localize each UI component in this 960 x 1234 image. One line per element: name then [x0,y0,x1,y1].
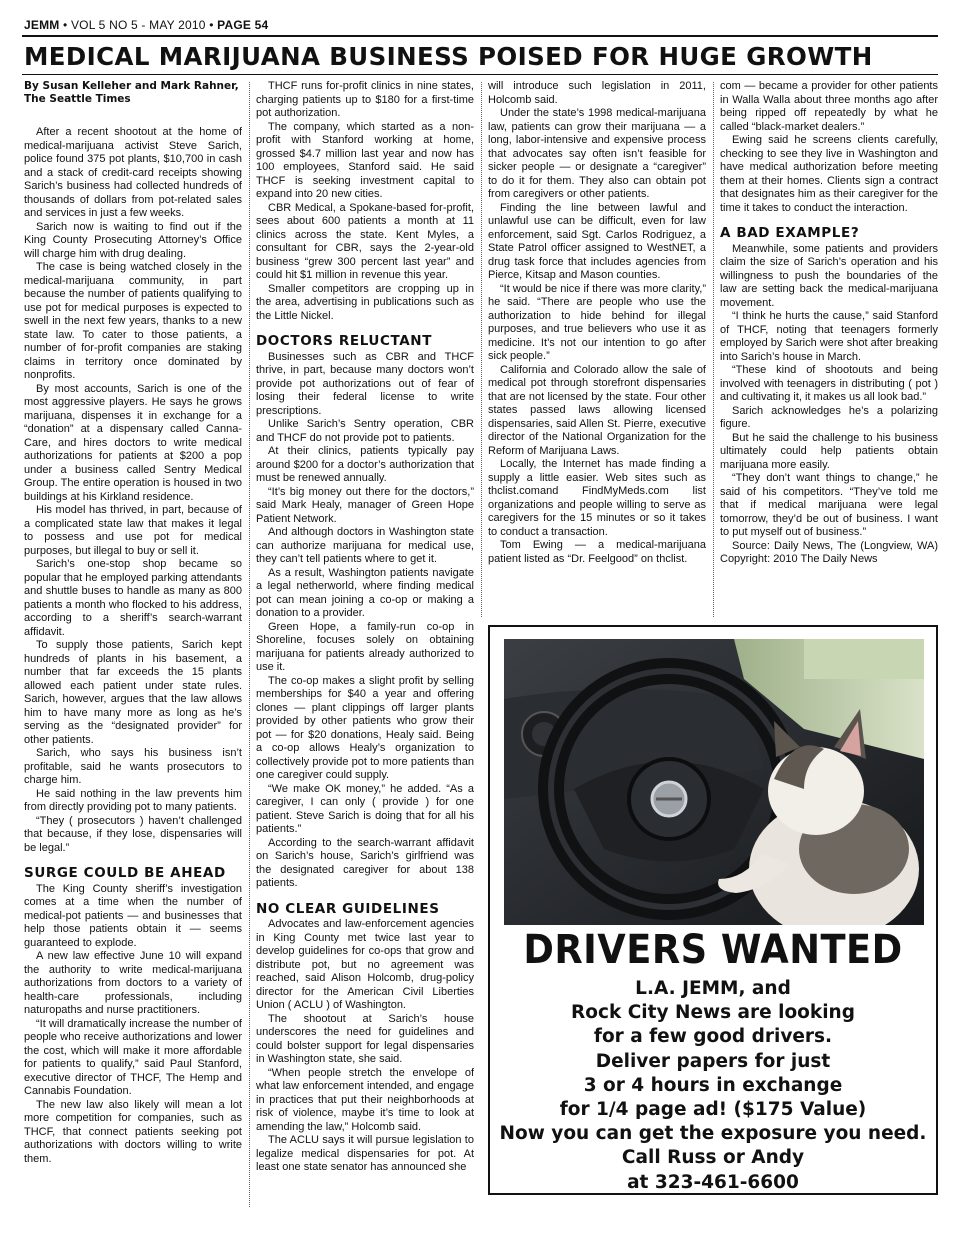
byline: By Susan Kelleher and Mark Rahner, The Seattle Times [24,80,239,105]
subhead-surge: SURGE COULD BE AHEAD [24,865,226,881]
paragraph: Locally, the Internet has made finding a supply a little easier. Web sites such as thclist.comand FindMyMeds.com list organizations and people willing to serve as caregivers for the 15 minutes or so it takes to conduct a transaction. [488,458,706,538]
ad-line: L.A. JEMM, and [635,978,791,999]
drivers-wanted-ad [488,625,938,1195]
article-column-2 [256,80,474,1210]
paragraph: A new law effective June 10 will expand the authority to write medical-marijuana authorizations from doctors to a variety of health-care professionals, including naturopaths and nurse practitioners. [24,950,242,1016]
paragraph: “They don’t want things to change,” he said of his competitors. “They’ve told me that if medical marijuana were legal tomorrow, they’d be out of business. I want to put myself out of business.” [720,472,938,538]
paragraph: As a result, Washington patients navigate a legal netherworld, where finding medical pot can mean joining a co-op or making a donation to a provider. [256,566,474,619]
ad-line: for 1/4 page ad! ($175 Value) [559,1099,867,1121]
headline-rule [22,74,938,75]
paragraph: At their clinics, patients typically pay around $200 for a doctor’s authorization that must be renewed annually. [256,445,474,484]
paragraph: Sarich’s one-stop shop became so popular that he employed parking attendants and shuttle buses to handle as many as 800 patients a month who flocked to his address, according to a sheriff’s search-warrant affidavit. [24,558,242,638]
ad-line: Deliver papers for just [595,1050,831,1072]
paragraph: He said nothing in the law prevents him from directly providing pot to many patients. [24,787,242,813]
paragraph: “It will dramatically increase the number of people who receive authorizations and lower the cost, which will make it more affordable for patients to qualify,” said Paul Stanford, executive director of THCF, The Hemp and Cannabis Foundation. [24,1017,242,1097]
paragraph: Under the state’s 1998 medical-marijuana law, patients can grow their marijuana — a long, labor-intensive and expensive process that advocates say often isn’t feasible for sicker people — or designate a “caregiver” to do it for them. They also can obtain pot from caregivers or other patients. [488,107,706,200]
subhead-guidelines: NO CLEAR GUIDELINES [256,900,440,917]
subhead-bad-example: A BAD EXAMPLE? [720,225,860,241]
paragraph: Sarich now is waiting to find out if the King County Prosecuting Attorney’s Office will charge him with drug dealing. [24,220,242,260]
folio-issue: VOL 5 NO 5 - MAY 2010 [70,18,206,32]
ad-phone[interactable]: at 323-461-6600 [627,1171,799,1193]
paragraph: According to the search-warrant affidavit on Sarich’s house, Sarich’s girlfriend was the designated caregiver for about 138 patients. [256,836,474,889]
paragraph: “These kind of shootouts and being involved with teenagers in distributing ( pot ) and cultivating it, it makes us all look bad.” [720,364,938,403]
folio-publication: JEMM [24,18,60,32]
paragraph: And although doctors in Washington state can authorize marijuana for medical use, they can’t tell patients where to get it. [256,526,474,565]
paragraph: “When people stretch the envelope of what law enforcement intended, and engage in practices that put their neighborhoods at risk of violence, maybe it’s time to look at amending the law,” Holcomb said. [256,1066,474,1133]
paragraph: will introduce such legislation in 2011, Holcomb said. [488,80,706,106]
paragraph: Tom Ewing — a medical-marijuana patient listed as “Dr. Feelgood” on thclist. [488,539,706,565]
paragraph: CBR Medical, a Spokane-based for-profit, sees about 600 patients a month at 11 clinics across the state. Kent Myles, a consultant for CBR, says the 2-year-old business “grew 300 percent last year” and could hit $1 million in revenue this year. [256,201,474,281]
paragraph: “They ( prosecutors ) haven’t challenged that because, if they lose, dispensaries will be legal.” [24,814,242,854]
top-rule [22,35,938,37]
column-separator [713,82,714,617]
article-column-1 [24,80,242,1210]
ad-line: Call Russ or Andy [621,1147,805,1169]
paragraph: Sarich acknowledges he’s a polarizing figure. [720,404,938,430]
paragraph: California and Colorado allow the sale of medical pot through storefront dispensaries that are not licensed by the state. Four other states passed laws allowing licensed dispensaries, said Allen St. Pierre, executive director of the National Organization for the Reform of Marijuana Laws. [488,363,706,457]
article-headline: MEDICAL MARIJUANA BUSINESS POISED FOR HUGE GROWTH [24,42,873,71]
column-separator [481,82,482,617]
paragraph: “It would be nice if there was more clarity,” he said. “There are people who use the authorization to hide behind for illegal purposes, and true believers who use it as medicine. It’s not our intention to go after sick people.” [488,282,706,362]
paragraph: “We make OK money,” he added. “As a caregiver, I can only ( provide ) for one patient. Steve Sarich is doing that for all his patients.” [256,782,474,835]
subhead-doctors: DOCTORS RELUCTANT [256,333,433,349]
paragraph: The company, which started as a non-profit with Stanford working at home, grossed $4.7 million last year and now has 100 employees, Stanford said. He said THCF is seeking investment capital to expand into 20 new cities. [256,120,474,200]
paragraph: Businesses such as CBR and THCF thrive, in part, because many doctors won’t provide pot authorizations out of fear of losing their federal license to write prescriptions. [256,350,474,417]
ad-line: 3 or 4 hours in exchange [583,1074,843,1096]
ad-line: Now you can get the exposure you need. [499,1123,927,1145]
source-credit: Source: Daily News, The (Longview, WA) Copyright: 2010 The Daily News [720,539,938,565]
paragraph: THCF runs for-profit clinics in nine states, charging patients up to $180 for a first-time pot authorization. [256,80,474,119]
paragraph: Unlike Sarich’s Sentry operation, CBR and THCF do not provide pot to patients. [256,418,474,444]
column-separator [249,82,250,1207]
cat-steering-wheel-illustration [504,639,924,925]
paragraph: The King County sheriff’s investigation comes at a time when the number of medical-pot patients — and businesses that help those patients obtain it — seems guaranteed to explode. [24,882,242,949]
paragraph: The ACLU says it will pursue legislation to legalize medical dispensaries for pot. At least one state senator has announced she [256,1134,474,1173]
page-folio: JEMM • VOL 5 NO 5 - MAY 2010 • PAGE 54 [24,18,269,32]
article-column-4 [720,80,938,620]
paragraph: Advocates and law-enforcement agencies in King County met twice last year to develop guidelines for co-ops that grow and distribute pot, but no agreement was reached, said Alison Holcomb, drug-policy director for the American Civil Liberties Union ( ACLU ) of Washington. [256,918,474,1011]
article-column-3 [488,80,706,620]
paragraph: com — became a provider for other patients in Walla Walla about three months ago after being ripped off repeatedly by what he called “black-market dealers.” [720,80,938,133]
paragraph: But he said the challenge to his business ultimately could help patients obtain marijuana more easily. [720,431,938,471]
ad-line: Rock City News are looking [571,1002,855,1024]
paragraph: His model has thrived, in part, because of a complicated state law that makes it legal to possess and use pot for medical purposes, but illegal to buy or sell it. [24,504,242,557]
paragraph: After a recent shootout at the home of medical-marijuana activist Steve Sarich, police found 375 pot plants, $10,700 in cash and a stack of credit-card receipts showing Sarich’s business had collected hundreds of thousands of dollars from pot-related sales and services in just a few weeks. [24,126,242,219]
ad-copy [490,977,936,1195]
paragraph: The co-op makes a slight profit by selling memberships for $40 a year and offering clones — plant clippings off larger plants provided by other patients who grow their pot — for $20 donations, Healy said. Being a co-op allows Healy’s organization to collectively provide pot to more patients than one caregiver could supply. [256,674,474,781]
paragraph: Meanwhile, some patients and providers claim the size of Sarich’s operation and his willingness to push the boundaries of the law are setting back the medical-marijuana movement. [720,242,938,309]
paragraph: Smaller competitors are cropping up in the area, advertising in publications such as the Little Nickel. [256,282,474,322]
paragraph: Finding the line between lawful and unlawful use can be difficult, even for law enforcement, said Sgt. Carlos Rodriguez, a State Patrol officer assigned to WestNET, a drug task force that includes agencies from Pierce, Kitsap and Mason counties. [488,201,706,281]
paragraph: Green Hope, a family-run co-op in Shoreline, focuses solely on obtaining marijuana for patients already authorized to use it. [256,620,474,673]
folio-page: PAGE 54 [217,18,269,32]
paragraph: The shootout at Sarich’s house underscores the need for guidelines and could bolster support for legal dispensaries in Washington state, she said. [256,1012,474,1065]
paragraph: The new law also likely will mean a lot more competition for companies, such as THCF, that connect patients seeking pot authorizations with doctors willing to write them. [24,1098,242,1165]
ad-title: DRIVERS WANTED [523,927,903,973]
paragraph: Ewing said he screens clients carefully, checking to see they live in Washington and have medical authorization before meeting them at their homes. Clients sign a contract that designates him as their caregiver for the time it takes to conduct the interaction. [720,134,938,214]
paragraph: To supply those patients, Sarich kept hundreds of plants in his basement, a number that far exceeds the 15 plants allowed each patient under state rules. Sarich, however, argues that the law allows him to have many more as long as he’s serving as the “designated provider” for other patients. [24,639,242,746]
ad-line: for a few good drivers. [593,1026,833,1048]
paragraph: “It’s big money out there for the doctors,” said Mark Healy, manager of Green Hope Patient Network. [256,485,474,525]
paragraph: Sarich, who says his business isn’t profitable, said he wants prosecutors to charge him. [24,747,242,786]
paragraph: By most accounts, Sarich is one of the most aggressive players. He says he grows marijuana, dispenses it in exchange for a “donation” at a dispensary called Canna-Care, and hires doctors to write medical authorizations for patients at $200 a pop under a business called Sentry Medical Group. The entire operation is housed in two buildings at his Kirkland residence. [24,382,242,503]
paragraph: The case is being watched closely in the medical-marijuana community, in part because the number of patients qualifying to use pot for medical purposes is expected to swell in the next few years, thanks to a new state law. To cater to those patients, a number of for-profit companies are staking claims in territory once dominated by nonprofits. [24,261,242,381]
paragraph: “I think he hurts the cause,” said Stanford of THCF, noting that teenagers formerly employed by Sarich were shot after breaking into Sarich’s house in March. [720,310,938,363]
ad-photo-cat-at-steering-wheel [504,639,924,925]
